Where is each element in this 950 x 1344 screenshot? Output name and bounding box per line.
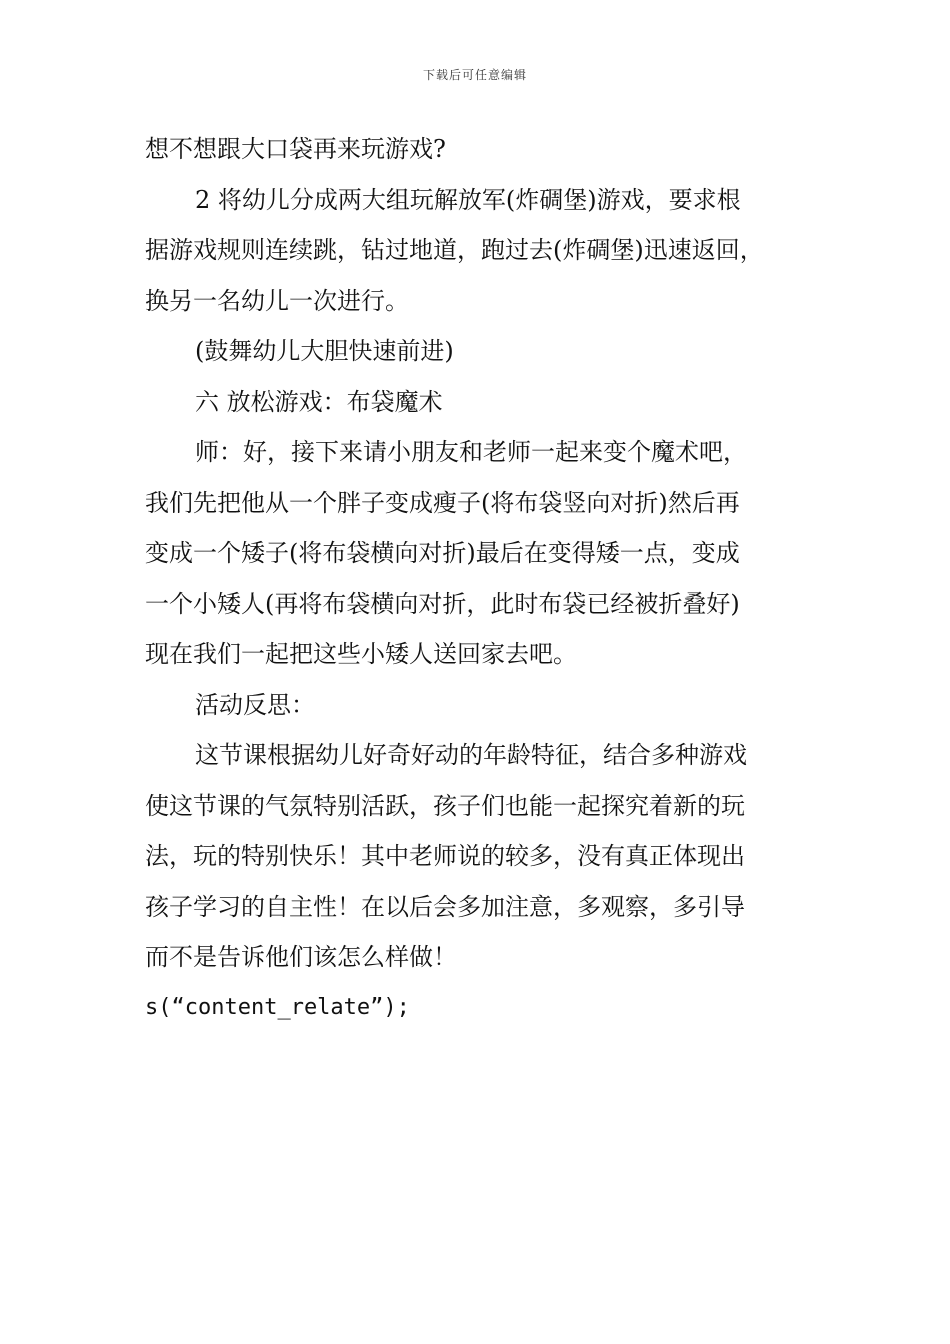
paragraph-line: 而不是告诉他们该怎么样做！ <box>145 943 457 971</box>
paragraph-line: 法，玩的特别快乐！其中老师说的较多，没有真正体现出 <box>145 842 745 870</box>
paragraph-line: 这节课根据幼儿好奇好动的年龄特征，结合多种游戏 <box>195 741 747 769</box>
paragraph-line: (鼓舞幼儿大胆快速前进) <box>195 337 454 365</box>
paragraph-line: 想不想跟大口袋再来玩游戏? <box>145 135 446 163</box>
page-header: 下载后可任意编辑 <box>422 68 527 82</box>
script-snippet-line: s(“content_relate”); <box>145 994 410 1020</box>
paragraph-line: 一个小矮人(再将布袋横向对折，此时布袋已经被折叠好) <box>145 589 740 618</box>
document-body <box>145 124 835 1033</box>
paragraph-line: 据游戏规则连续跳，钻过地道，跑过去(炸碉堡)迅速返回， <box>145 236 764 264</box>
paragraph-line: 我们先把他从一个胖子变成瘦子(将布袋竖向对折)然后再 <box>145 488 740 517</box>
paragraph-line: 师：好，接下来请小朋友和老师一起来变个魔术吧， <box>195 438 747 466</box>
section-heading: 活动反思： <box>195 690 315 719</box>
section-heading: 六 放松游戏：布袋魔术 <box>195 387 443 416</box>
paragraph-line: 使这节课的气氛特别活跃，孩子们也能一起探究着新的玩 <box>145 791 745 820</box>
paragraph-line: 孩子学习的自主性！在以后会多加注意，多观察，多引导 <box>145 892 745 921</box>
paragraph-line: 2 将幼儿分成两大组玩解放军(炸碉堡)游戏，要求根 <box>195 185 741 214</box>
paragraph-line: 换另一名幼儿一次进行。 <box>145 286 409 315</box>
paragraph-line: 变成一个矮子(将布袋横向对折)最后在变得矮一点，变成 <box>145 539 740 567</box>
paragraph-line: 现在我们一起把这些小矮人送回家去吧。 <box>145 640 577 668</box>
